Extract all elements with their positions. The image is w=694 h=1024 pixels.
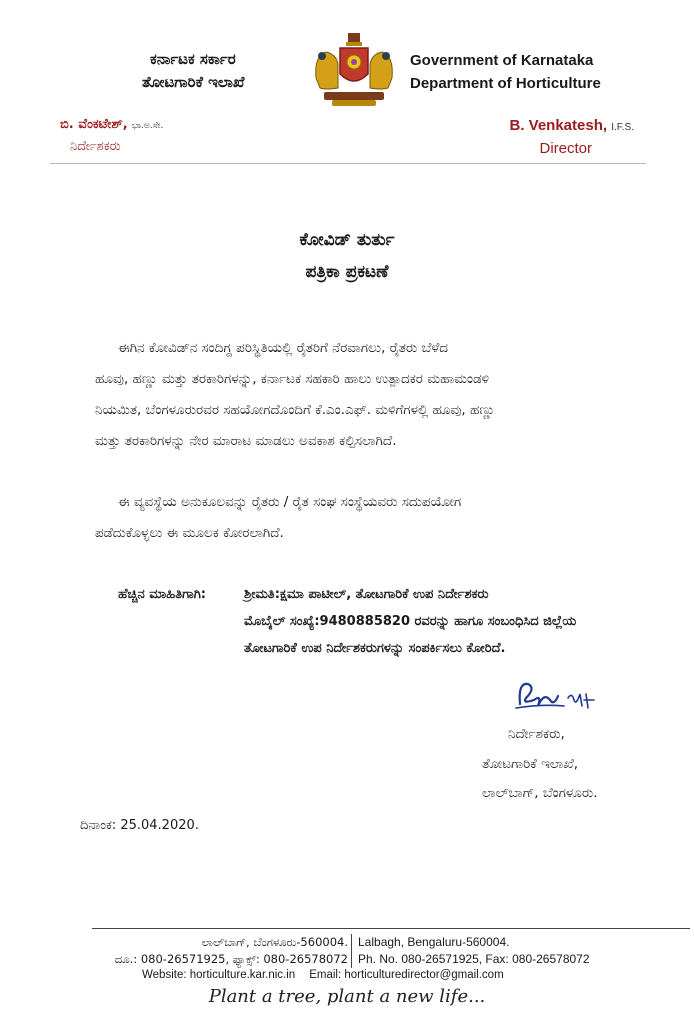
paragraph-1-line: ಈಗಿನ ಕೋವಿಡ್‌ನ ಸಂದಿಗ್ದ ಪರಿಸ್ಥಿತಿಯಲ್ಲಿ ರೈತರಿಗೆ ನೆರವಾಗಲು, ರೈತರು ಬೆಳೆದ xyxy=(118,340,448,356)
director-title-english: Director xyxy=(539,140,592,157)
director-name-english-text: B. Venkatesh, xyxy=(509,117,608,134)
paragraph-1-line: ನಿಯಮಿತ, ಬೆಂಗಳೂರುರವರ ಸಹಯೋಗದೊಂದಿಗೆ ಕೆ.ಎಂ.ಎಫ್. ಮಳಿಗೆಗಳಲ್ಲಿ ಹೂವು, ಹಣ್ಣು xyxy=(95,402,496,418)
signatory-dept: ತೋಟಗಾರಿಕೆ ಇಲಾಖೆ, xyxy=(482,756,579,772)
footer-phone-kannada: ದೂ.: 080-26571925, ಫ್ಯಾಕ್ಸ್: 080-26578072 xyxy=(114,952,348,966)
director-degree-kannada: ಭಾ.ಅ.ಸೇ. xyxy=(131,121,164,131)
paragraph-1-line: ಹೂವು, ಹಣ್ಣು ಮತ್ತು ತರಕಾರಿಗಳನ್ನು, ಕರ್ನಾಟಕ ಸಹಕಾರಿ ಹಾಲು ಉತ್ಪಾದಕರ ಮಹಾಮಂಡಳಿ xyxy=(95,371,489,387)
footer-address-kannada: ಲಾಲ್‌ಬಾಗ್, ಬೆಂಗಳೂರು-560004. xyxy=(201,935,348,949)
dept-name-kannada: ತೋಟಗಾರಿಕೆ ಇಲಾಖೆ xyxy=(142,73,245,91)
director-name-kannada xyxy=(60,117,163,132)
paragraph-2-line: ಪಡೆದುಕೊಳ್ಳಲು ಈ ಮೂಲಕ ಕೋರಲಾಗಿದೆ. xyxy=(95,525,284,541)
govt-name-kannada: ಕರ್ನಾಟಕ ಸರ್ಕಾರ xyxy=(150,50,236,68)
contact-line: ಶ್ರೀಮತಿ:ಕ್ಷಮಾ ಪಾಟೀಲ್, ತೋಟಗಾರಿಕೆ ಉಪ ನಿರ್ದೇಶಕರು xyxy=(244,587,489,602)
footer-email-link[interactable]: Email: horticulturedirector@gmail.com xyxy=(309,969,504,981)
director-name-kannada-text: ಬಿ. ವೆಂಕಟೇಶ್, xyxy=(60,117,128,132)
footer-tagline: Plant a tree, plant a new life... xyxy=(208,986,486,1007)
footer-website-link[interactable]: Website: horticulture.kar.nic.in xyxy=(142,969,296,981)
karnataka-emblem-icon xyxy=(310,30,398,110)
letterhead-divider xyxy=(50,163,646,164)
signatory-place: ಲಾಲ್‌ಬಾಗ್, ಬೆಂಗಳೂರು. xyxy=(482,785,598,801)
footer-column-divider xyxy=(351,934,352,968)
paragraph-2-line: ಈ ವ್ಯವಸ್ಥೆಯ ಅನುಕೂಲವನ್ನು ರೈತರು / ರೈತ ಸಂಘ ಸಂಸ್ಥೆಯವರು ಸದುಪಯೋಗ xyxy=(118,494,462,510)
footer-web-row xyxy=(142,969,504,981)
notice-heading: ಕೋವಿಡ್ ತುರ್ತು xyxy=(299,230,395,250)
paragraph-1-line: ಮತ್ತು ತರಕಾರಿಗಳನ್ನು ನೇರ ಮಾರಾಟ ಮಾಡಲು ಅವಕಾಶ ಕಲ್ಪಿಸಲಾಗಿದೆ. xyxy=(95,433,397,449)
contact-line: ತೋಟಗಾರಿಕೆ ಉಪ ನಿರ್ದೇಶಕರುಗಳನ್ನು ಸಂಪರ್ಕಿಸಲು ಕೋರಿದೆ. xyxy=(244,641,506,656)
issue-date: ದಿನಾಂಕ: 25.04.2020. xyxy=(80,818,199,833)
contact-line: ಮೊಬೈಲ್ ಸಂಖ್ಯೆ:9480885820 ರವರನ್ನು ಹಾಗೂ ಸಂಬಂಧಿಸಿದ ಜಿಲ್ಲೆಯ xyxy=(244,614,577,629)
footer-divider xyxy=(92,928,690,929)
dept-name-english: Department of Horticulture xyxy=(410,75,601,92)
director-name-english xyxy=(509,117,634,134)
signature-icon xyxy=(512,676,602,716)
director-degree-english: I.F.S. xyxy=(611,122,634,133)
contact-lead: ಹೆಚ್ಚಿನ ಮಾಹಿತಿಗಾಗಿ: xyxy=(118,587,207,602)
govt-name-english: Government of Karnataka xyxy=(410,52,594,69)
footer-address-english: Lalbagh, Bengaluru-560004. xyxy=(358,935,510,949)
director-title-kannada: ನಿರ್ದೇಶಕರು xyxy=(70,139,121,154)
signatory-title: ನಿರ್ದೇಶಕರು, xyxy=(508,726,565,742)
notice-subheading: ಪತ್ರಿಕಾ ಪ್ರಕಟಣೆ xyxy=(305,262,389,282)
footer-phone-english: Ph. No. 080-26571925, Fax: 080-26578072 xyxy=(358,952,590,966)
